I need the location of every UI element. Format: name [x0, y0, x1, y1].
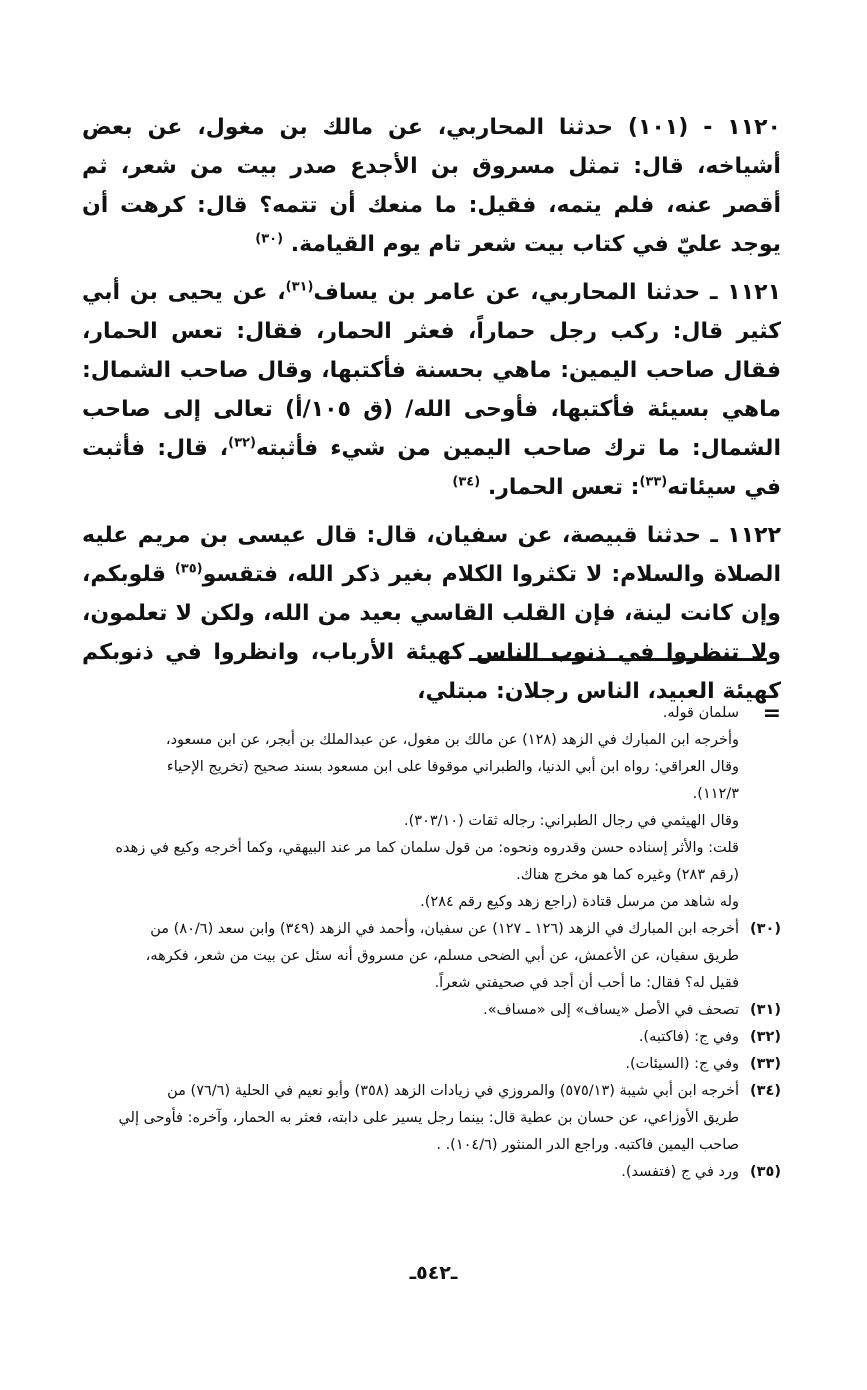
hadith-line: والسلام: لا تكثروا الكلام بغير ذكر الله، فتقسو: [202, 562, 705, 587]
footnote-ref: (٣٠): [255, 231, 284, 247]
footnote-ref: (٣٣): [639, 474, 668, 490]
hadith-line: : تعس الحمار.: [487, 475, 640, 500]
footnote-line: أخرجه ابن أبي شيبة (٥٧٥/١٣) والمروزي في زيادات الزهد (٣٥٨) وأبو نعيم في الحلية (٧٦/٦) من: [167, 1083, 739, 1099]
page-number: ـ٥٤٢ـ: [409, 1262, 458, 1284]
hadith-line: ـ حدثنا قبيصة، عن سفيان، قال: قال عيسى بن مريم عليه الصلاة: [82, 523, 781, 587]
footnote-line: قلت: والأثر إسناده حسن وقدروه ونحوه: من قول سلمان كما مر عند البيهقي، وكما أخرجه وكيع في زهده: [115, 840, 739, 856]
footnote-line: وله شاهد من مرسل قتادة (راجع زهد وكيع رقم ٢٨٤).: [420, 894, 739, 910]
footnote-ref: (٣٥): [174, 561, 203, 577]
footnote-number: (٣١): [750, 1002, 781, 1018]
footnote-ref: (٣٤): [452, 474, 481, 490]
hadith-line: قال: تمثل مسروق بن الأجدع صدر بيت من شعر، ثم أقصر عنه، فلم يتمه،: [82, 154, 782, 218]
footnote-number: (٣٠): [750, 921, 781, 937]
hadith-line: فإن القلب القاسي بعيد من الله، ولكن لا تعلمون، ولا تنظروا في ذنوب الناس: [82, 601, 781, 665]
footnote-line: تصحف في الأصل «يساف» إلى «مساف».: [483, 1002, 739, 1018]
hadith-line: فقيل: ما منعك أن تتمه؟ قال: كرهت أن يوجد عليّ في كتاب بيت شعر تام يوم: [82, 193, 781, 257]
hadith-line: ـ حدثنا المحاربي، عن عامر بن يساف: [313, 280, 718, 305]
footnote-line: طريق سفيان، عن الأعمش، عن أبي الضحى مسلم، عن مسروق أنه سئل عن بيت من شعر، فكرهه،: [145, 948, 739, 964]
footnote-line: وفي ج: (السيئات).: [625, 1056, 739, 1072]
footnote-30: [96, 916, 781, 997]
hadith-line: كهيئة الأرباب، وانظروا في ذنوبكم كهيئة العبيد، الناس رجلان: مبتلي،: [82, 640, 781, 704]
footnote-line: صاحب اليمين فاكتبه. وراجع الدر المنثور (١٠٤/٦). .: [436, 1137, 739, 1153]
hadith-number: ١١٢١: [727, 280, 782, 305]
hadith-number: ١١٢٠: [727, 115, 781, 140]
hadith-line: ١٠٥/أ) تعالى إلى صاحب الشمال: ما ترك صاحب اليمين من شيء فأثبته: [82, 397, 781, 461]
footnotes: [96, 700, 781, 1186]
footnote-31: [96, 997, 781, 1024]
footnote-34: [96, 1078, 781, 1159]
footnote-number: (٣٣): [750, 1056, 781, 1072]
footnote-32: [96, 1024, 781, 1051]
footnote-line: ورد في ج (فتفسد).: [621, 1164, 739, 1180]
hadith-line: القيامة.: [290, 232, 375, 257]
hadith-1121: ١١٢١ ـ حدثنا المحاربي، عن عامر بن يساف$^{(٣١)}$، عن يحيى بن أبي كثير قال: ركب رجل حماراً، فعثر الحمار، فقال: تعس الحمار، فقال صاحب اليمين: ماهي بحسنة فأكتبها، وقال صاحب الشمال: ماهي بسيئة فأكتبها، فأوحى الله/ (ق ١٠٥/أ) تعالى إلى صاحب الشمال: ما ترك صاحب اليمين من شيء فأثبته$^{(٣٢)}$، قال: فأثبت في سيئاته$^{(٣٣)}$: تعس الحمار. $^{(٣٤)}$: [82, 279, 782, 500]
hadith-line: ركب رجل حماراً، فعثر الحمار، فقال: تعس الحمار، فقال صاحب اليمين: ماهي: [82, 319, 782, 383]
main-text: [82, 108, 781, 720]
hadith-line: قال: فأثبت في سيئاته: [82, 436, 781, 500]
hadith-line: بحسنة فأكتبها، وقال صاحب الشمال: ماهي بسيئة فأكتبها، فأوحى الله/ (ق: [82, 358, 781, 422]
hadith-line: قلوبكم، وإن كانت لينة،: [82, 562, 781, 626]
footnote-line: سلمان قوله.: [662, 705, 739, 721]
footnote-line: طريق الأوزاعي، عن حسان بن عطية قال: بينما رجل يسير على دابته، فعثر به الحمار، وآخره: فأوحى إلي: [118, 1110, 739, 1126]
footnote-continuation: [96, 700, 781, 916]
footnote-number: (٣٥): [750, 1164, 781, 1180]
footnote-line: فقيل له؟ فقال: ما أحب أن أجد في صحيفتي شعراً.: [434, 975, 739, 991]
footnote-line: أخرجه ابن المبارك في الزهد (١٢٦ ـ ١٢٧) عن سفيان، وأحمد في الزهد (٣٤٩) وابن سعد (٨٠/٦) من: [150, 921, 739, 937]
footnote-line: ١١٢/٣).: [692, 786, 739, 802]
footnote-33: [96, 1051, 781, 1078]
hadith-number: ١١٢٢: [727, 523, 781, 548]
continuation-mark: =: [762, 701, 781, 726]
footnote-line: (رقم ٢٨٣) وغيره كما هو مخرج هناك.: [516, 867, 739, 883]
footnote-ref: (٣١): [285, 279, 314, 295]
footnote-35: [96, 1159, 781, 1186]
hadith-1120: [82, 108, 781, 264]
footnote-ref: (٣٢): [228, 435, 256, 451]
footnote-number: (٣٢): [750, 1029, 781, 1045]
footnote-line: وأخرجه ابن المبارك في الزهد (١٢٨) عن مالك بن مغول، عن عبدالملك بن أبجر، عن ابن مسعود،: [165, 732, 739, 748]
footnote-number: (٣٤): [750, 1083, 781, 1099]
footnote-line: وقال العراقي: رواه ابن أبي الدنيا، والطبراني موقوفا على ابن مسعود بسند صحيح (تخريج الإحياء: [166, 759, 739, 775]
footnote-line: وقال الهيثمي في رجال الطبراني: رجاله ثقات (٣٠٣/١٠).: [404, 813, 739, 829]
footnote-line: وفي ج: (فاكتبه).: [638, 1029, 739, 1045]
hadith-line: ، عن يحيى بن أبي كثير قال:: [82, 280, 781, 344]
footnote-divider: [469, 658, 767, 661]
hadith-line: - (١٠١) حدثنا المحاربي، عن مالك بن مغول، عن بعض أشياخه،: [82, 115, 781, 179]
hadith-1122: [82, 516, 781, 711]
